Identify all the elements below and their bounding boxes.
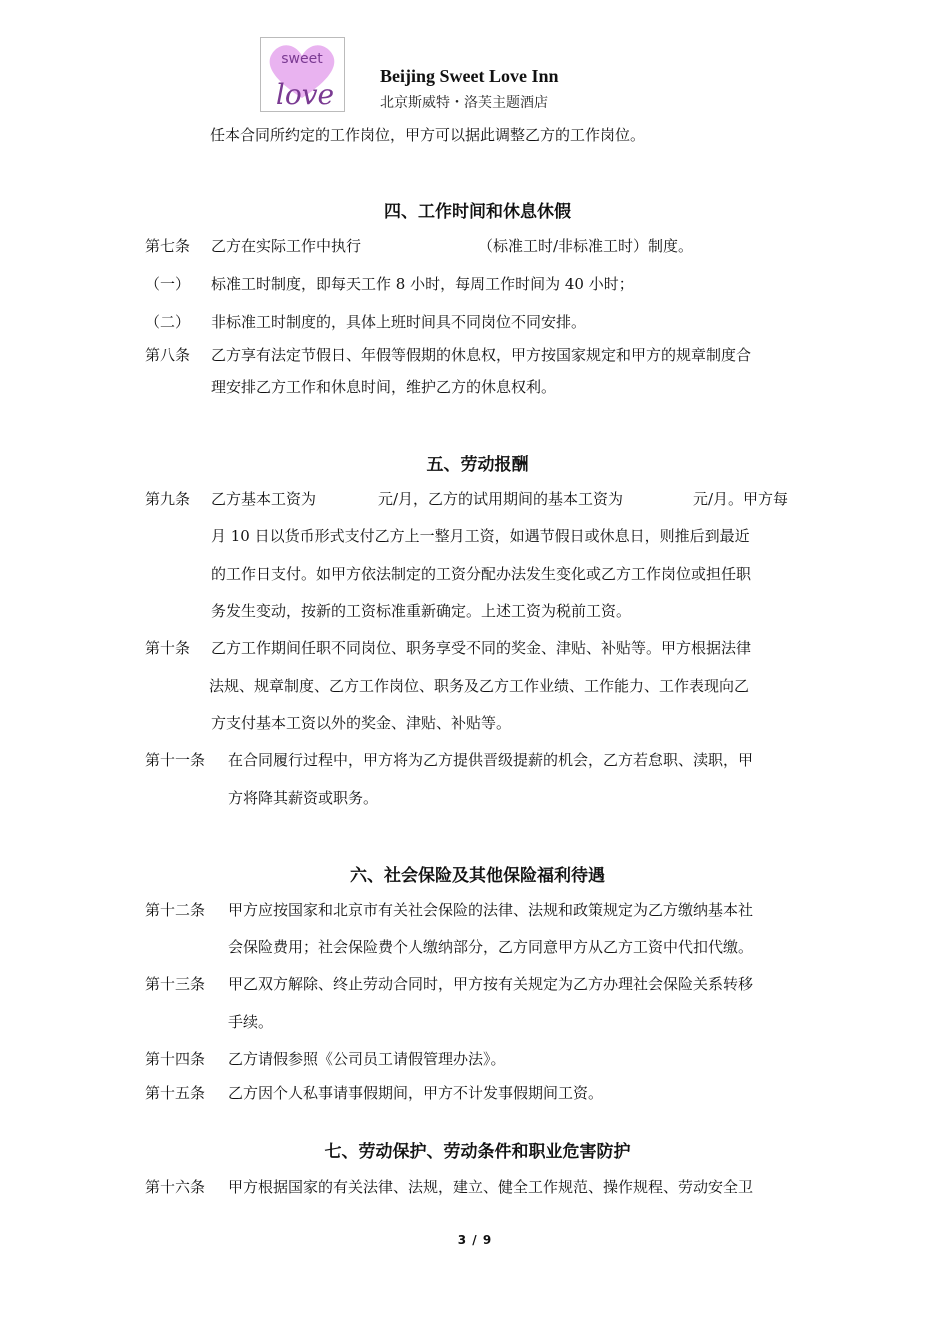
brand-name-cn: 北京斯威特・洛芙主题酒店 xyxy=(380,95,548,111)
page-indicator: 3 / 9 xyxy=(457,1233,493,1247)
article-14-label: 第十四条 xyxy=(145,1050,206,1068)
logo-word-sweet: sweet xyxy=(281,51,323,67)
section-5-title: 五、劳动报酬 xyxy=(426,455,529,475)
article-9-label: 第九条 xyxy=(145,490,191,508)
article-15-text: 乙方因个人私事请事假期间，甲方不计发事假期间工资。 xyxy=(228,1084,604,1102)
article-9-line-1a: 乙方基本工资为 xyxy=(211,490,317,508)
article-14-text: 乙方请假参照《公司员工请假管理办法》。 xyxy=(228,1050,506,1068)
article-11-line-1: 在合同履行过程中，甲方将为乙方提供晋级提薪的机会，乙方若怠职、渎职，甲 xyxy=(228,751,754,769)
article-11-line-2: 方将降其薪资或职务。 xyxy=(228,789,379,807)
article-10-label: 第十条 xyxy=(145,639,191,657)
heart-logo-icon xyxy=(261,38,344,111)
article-7-text-b: （标准工时/非标准工时）制度。 xyxy=(478,237,694,255)
article-7-item-1-text: 标准工时制度，即每天工作 8 小时，每周工作时间为 40 小时； xyxy=(211,275,634,293)
section-7-title: 七、劳动保护、劳动条件和职业危害防护 xyxy=(324,1142,631,1162)
article-11-label: 第十一条 xyxy=(145,751,206,769)
article-8-line-1: 乙方享有法定节假日、年假等假期的休息权，甲方按国家规定和甲方的规章制度合 xyxy=(211,346,752,364)
article-7-item-1-label: （一） xyxy=(145,275,191,293)
section-4-title: 四、工作时间和休息休假 xyxy=(384,202,571,222)
article-16-line-1: 甲方根据国家的有关法律、法规，建立、健全工作规范、操作规程、劳动安全卫 xyxy=(228,1178,754,1196)
article-13-line-1: 甲乙双方解除、终止劳动合同时，甲方按有关规定为乙方办理社会保险关系转移 xyxy=(228,975,754,993)
article-9-line-4: 务发生变动，按新的工资标准重新确定。上述工资为税前工资。 xyxy=(211,602,632,620)
article-9-line-2: 月 10 日以货币形式支付乙方上一整月工资，如遇节假日或休息日，则推后到最近 xyxy=(211,527,750,545)
article-10-line-1: 乙方工作期间任职不同岗位、职务享受不同的奖金、津贴、补贴等。甲方根据法律 xyxy=(211,639,752,657)
article-12-line-1: 甲方应按国家和北京市有关社会保险的法律、法规和政策规定为乙方缴纳基本社 xyxy=(228,901,754,919)
article-12-label: 第十二条 xyxy=(145,901,206,919)
article-9-line-3: 的工作日支付。如甲方依法制定的工资分配办法发生变化或乙方工作岗位或担任职 xyxy=(211,565,752,583)
article-16-label: 第十六条 xyxy=(145,1178,206,1196)
article-9-line-1b: 元/月，乙方的试用期间的基本工资为 xyxy=(378,490,624,508)
article-10-line-2: 法规、规章制度、乙方工作岗位、职务及乙方工作业绩、工作能力、工作表现向乙 xyxy=(209,677,750,695)
article-7-item-2-label: （二） xyxy=(145,313,191,331)
hotel-logo xyxy=(260,37,345,112)
article-9-line-1c: 元/月。甲方每 xyxy=(693,490,789,508)
article-8-label: 第八条 xyxy=(145,346,191,364)
article-10-line-3: 方支付基本工资以外的奖金、津贴、补贴等。 xyxy=(211,714,512,732)
article-13-label: 第十三条 xyxy=(145,975,206,993)
section-6-title: 六、社会保险及其他保险福利待遇 xyxy=(350,866,605,886)
article-7-label: 第七条 xyxy=(145,237,191,255)
article-13-line-2: 手续。 xyxy=(228,1013,274,1031)
article-12-line-2: 会保险费用；社会保险费个人缴纳部分，乙方同意甲方从乙方工资中代扣代缴。 xyxy=(228,938,754,956)
logo-word-love: love xyxy=(275,78,335,111)
brand-name-en: Beijing Sweet Love Inn xyxy=(380,66,559,86)
article-15-label: 第十五条 xyxy=(145,1084,206,1102)
article-8-line-2: 理安排乙方工作和休息时间，维护乙方的休息权利。 xyxy=(211,378,557,396)
article-7-text-a: 乙方在实际工作中执行 xyxy=(211,237,362,255)
carry-over-line: 任本合同所约定的工作岗位，甲方可以据此调整乙方的工作岗位。 xyxy=(210,126,646,144)
article-7-item-2-text: 非标准工时制度的，具体上班时间具不同岗位不同安排。 xyxy=(211,313,587,331)
